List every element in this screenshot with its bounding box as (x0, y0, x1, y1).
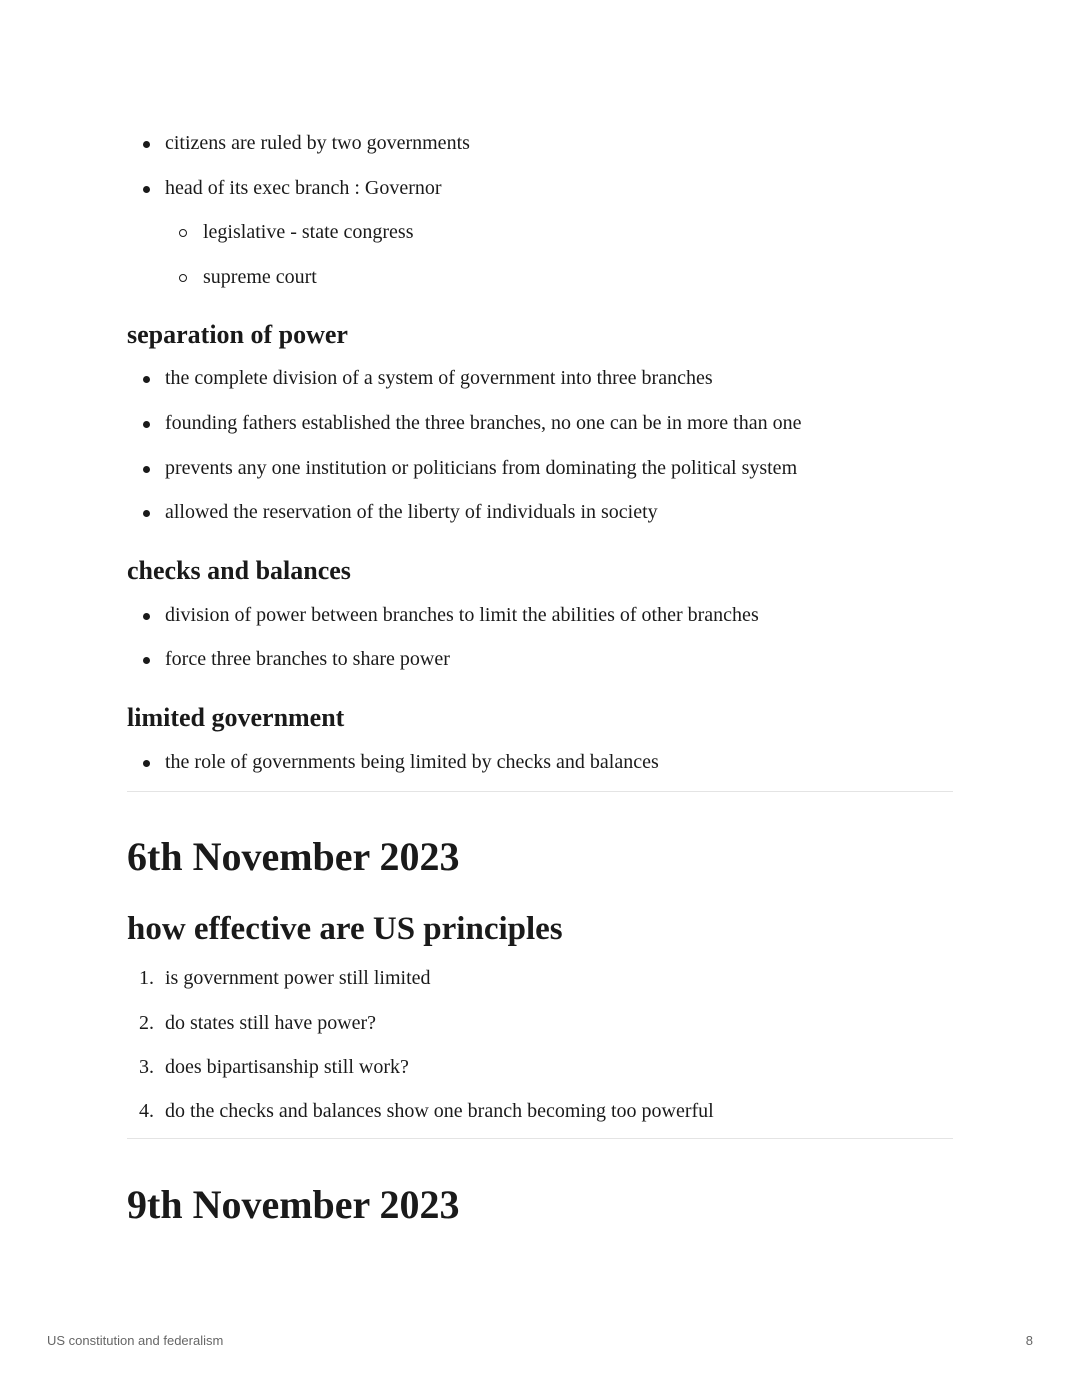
section-subheading: how effective are US principles (127, 911, 563, 947)
bullet-icon (143, 466, 150, 473)
list-item-text: division of power between branches to limit the abilities of other branches (165, 604, 759, 626)
bullet-icon (143, 186, 150, 193)
sub-list-item-text: legislative - state congress (203, 221, 414, 243)
section-heading-separation-of-power: separation of power (127, 320, 348, 349)
hollow-bullet-icon (179, 229, 187, 237)
footer-document-title: US constitution and federalism (47, 1333, 224, 1348)
bullet-icon (143, 657, 150, 664)
bullet-icon (143, 376, 150, 383)
sub-list-item-text: supreme court (203, 266, 317, 288)
list-number: 4. (139, 1100, 154, 1122)
list-item-text: prevents any one institution or politicians from dominating the political system (165, 457, 798, 479)
bullet-icon (143, 760, 150, 767)
list-item-text: allowed the reservation of the liberty of individuals in society (165, 501, 658, 523)
list-number: 3. (139, 1056, 154, 1078)
list-item-text: does bipartisanship still work? (165, 1056, 409, 1078)
list-item-text: head of its exec branch : Governor (165, 177, 442, 199)
section-divider (127, 1138, 953, 1139)
bullet-icon (143, 613, 150, 620)
list-item-text: the complete division of a system of government into three branches (165, 367, 713, 389)
section-heading-limited-government: limited government (127, 703, 345, 732)
list-item-text: citizens are ruled by two governments (165, 132, 470, 154)
list-item-text: founding fathers established the three branches, no one can be in more than one (165, 412, 802, 434)
list-item-text: do the checks and balances show one branch becoming too powerful (165, 1100, 714, 1122)
bullet-icon (143, 510, 150, 517)
list-number: 1. (139, 967, 154, 989)
bullet-icon (143, 141, 150, 148)
list-number: 2. (139, 1012, 154, 1034)
footer-page-number: 8 (1025, 1333, 1033, 1348)
list-item-text: is government power still limited (165, 967, 431, 989)
hollow-bullet-icon (179, 274, 187, 282)
date-heading: 6th November 2023 (127, 834, 460, 879)
section-heading-checks-and-balances: checks and balances (127, 556, 351, 585)
list-item-text: the role of governments being limited by checks and balances (165, 751, 659, 773)
section-divider (127, 791, 953, 792)
date-heading: 9th November 2023 (127, 1182, 460, 1227)
bullet-icon (143, 421, 150, 428)
list-item-text: force three branches to share power (165, 648, 450, 670)
list-item-text: do states still have power? (165, 1012, 377, 1034)
